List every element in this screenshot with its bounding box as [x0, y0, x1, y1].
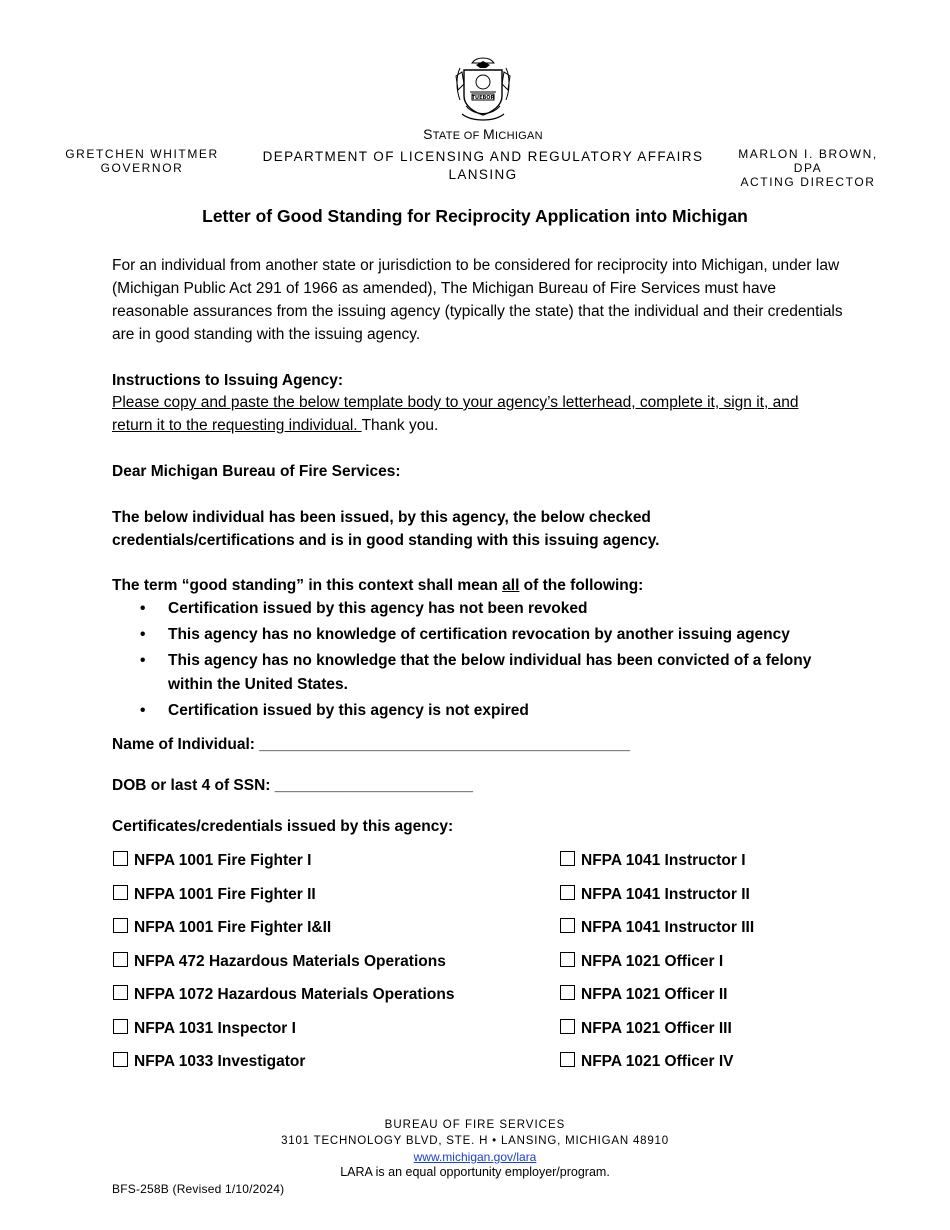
instructions-text — [112, 391, 832, 437]
list-item: • Certification issued by this agency has not been revoked — [138, 597, 838, 621]
director-name: MARLON I. BROWN, DPA — [738, 147, 878, 175]
name-of-individual-field[interactable]: Name of Individual: ___________________________________________ — [112, 736, 630, 753]
governor-block — [60, 147, 224, 175]
instructions-underlined: Please copy and paste the below template body to your agency’s letterhead, complete it, sign it, and return it to the requesting individual. — [112, 394, 799, 434]
department-block — [245, 148, 721, 184]
checkbox-icon[interactable] — [560, 918, 575, 933]
term-emphasis: all — [502, 577, 520, 594]
form-number: BFS-258B (Revised 1/10/2024) — [112, 1182, 285, 1196]
checkbox-icon[interactable] — [113, 952, 128, 967]
certificates-heading: Certificates/credentials issued by this agency: — [112, 818, 454, 835]
director-block — [726, 147, 890, 189]
dob-ssn-field[interactable]: DOB or last 4 of SSN: _______________________ — [112, 777, 474, 794]
department-city: LANSING — [448, 167, 518, 182]
page-title: Letter of Good Standing for Reciprocity Application into Michigan — [202, 206, 748, 226]
bullet-icon: • — [140, 600, 146, 617]
checkbox-icon[interactable] — [113, 918, 128, 933]
cert-checkbox[interactable]: NFPA 1033 Investigator — [113, 1050, 305, 1074]
footer-eeo: LARA is an equal opportunity employer/program. — [340, 1165, 610, 1179]
cert-checkbox[interactable]: NFPA 1072 Hazardous Materials Operations — [113, 983, 454, 1007]
seal-motto: TUEBOR — [471, 95, 495, 101]
department-name: DEPARTMENT OF LICENSING AND REGULATORY AFFAIRS — [262, 149, 704, 164]
standing-criteria-list — [138, 597, 838, 725]
instructions-heading: Instructions to Issuing Agency: — [112, 372, 344, 389]
checkbox-icon[interactable] — [113, 985, 128, 1000]
footer-bureau: BUREAU OF FIRE SERVICES — [384, 1119, 566, 1131]
checkbox-icon[interactable] — [560, 952, 575, 967]
list-item: • This agency has no knowledge that the below individual has been convicted of a felony within the United States. — [138, 649, 818, 697]
checkbox-icon[interactable] — [560, 1019, 575, 1034]
instructions-thanks: Thank you. — [361, 417, 439, 434]
list-item: • This agency has no knowledge of certification revocation by another issuing agency — [138, 623, 838, 647]
governor-name: GRETCHEN WHITMER — [65, 147, 219, 161]
footer-address: 3101 TECHNOLOGY BLVD, STE. H • LANSING, MICHIGAN 48910 — [281, 1135, 669, 1147]
bullet-icon: • — [140, 652, 146, 669]
cert-checkbox[interactable]: NFPA 1021 Officer III — [560, 1017, 732, 1041]
checkbox-icon[interactable] — [113, 1019, 128, 1034]
state-name: STATE OF MICHIGAN — [423, 126, 543, 142]
cert-checkbox[interactable]: NFPA 1041 Instructor II — [560, 883, 750, 907]
cert-checkbox[interactable]: NFPA 1021 Officer IV — [560, 1050, 733, 1074]
bullet-icon: • — [140, 702, 146, 719]
checkbox-icon[interactable] — [113, 885, 128, 900]
standing-statement: The below individual has been issued, by this agency, the below checked credentials/certifications and is in good standing with this issuing agency. — [112, 509, 660, 549]
checkbox-icon[interactable] — [560, 851, 575, 866]
cert-checkbox[interactable]: NFPA 1001 Fire Fighter I&II — [113, 916, 331, 940]
bullet-icon: • — [140, 626, 146, 643]
cert-checkbox[interactable]: NFPA 1021 Officer I — [560, 950, 723, 974]
cert-checkbox[interactable]: NFPA 1041 Instructor III — [560, 916, 754, 940]
checkbox-icon[interactable] — [560, 1052, 575, 1067]
cert-checkbox[interactable]: NFPA 1021 Officer II — [560, 983, 727, 1007]
director-title: ACTING DIRECTOR — [740, 175, 876, 189]
michigan-state-seal — [452, 56, 514, 122]
checkbox-icon[interactable] — [560, 985, 575, 1000]
cert-checkbox[interactable]: NFPA 1001 Fire Fighter I — [113, 849, 311, 873]
governor-title: GOVERNOR — [100, 161, 184, 175]
salutation: Dear Michigan Bureau of Fire Services: — [112, 463, 401, 480]
cert-checkbox[interactable]: NFPA 1031 Inspector I — [113, 1017, 296, 1041]
checkbox-icon[interactable] — [113, 851, 128, 866]
cert-checkbox[interactable]: NFPA 1041 Instructor I — [560, 849, 746, 873]
footer-link[interactable]: www.michigan.gov/lara — [413, 1150, 537, 1164]
term-definition: The term “good standing” in this context shall mean all of the following: — [112, 577, 644, 594]
checkbox-icon[interactable] — [113, 1052, 128, 1067]
checkbox-icon[interactable] — [560, 885, 575, 900]
list-item: • Certification issued by this agency is not expired — [138, 699, 838, 723]
cert-checkbox[interactable]: NFPA 472 Hazardous Materials Operations — [113, 950, 446, 974]
cert-checkbox[interactable]: NFPA 1001 Fire Fighter II — [113, 883, 316, 907]
intro-paragraph: For an individual from another state or jurisdiction to be considered for reciprocity into Michigan, under law (Michigan Public Act 291 of 1966 as amended), The Michigan Bureau of Fire Services must have reasonable assurances from the issuing agency (typically the state) that the individual and their credentials are in good standing with the issuing agency. — [112, 257, 843, 343]
